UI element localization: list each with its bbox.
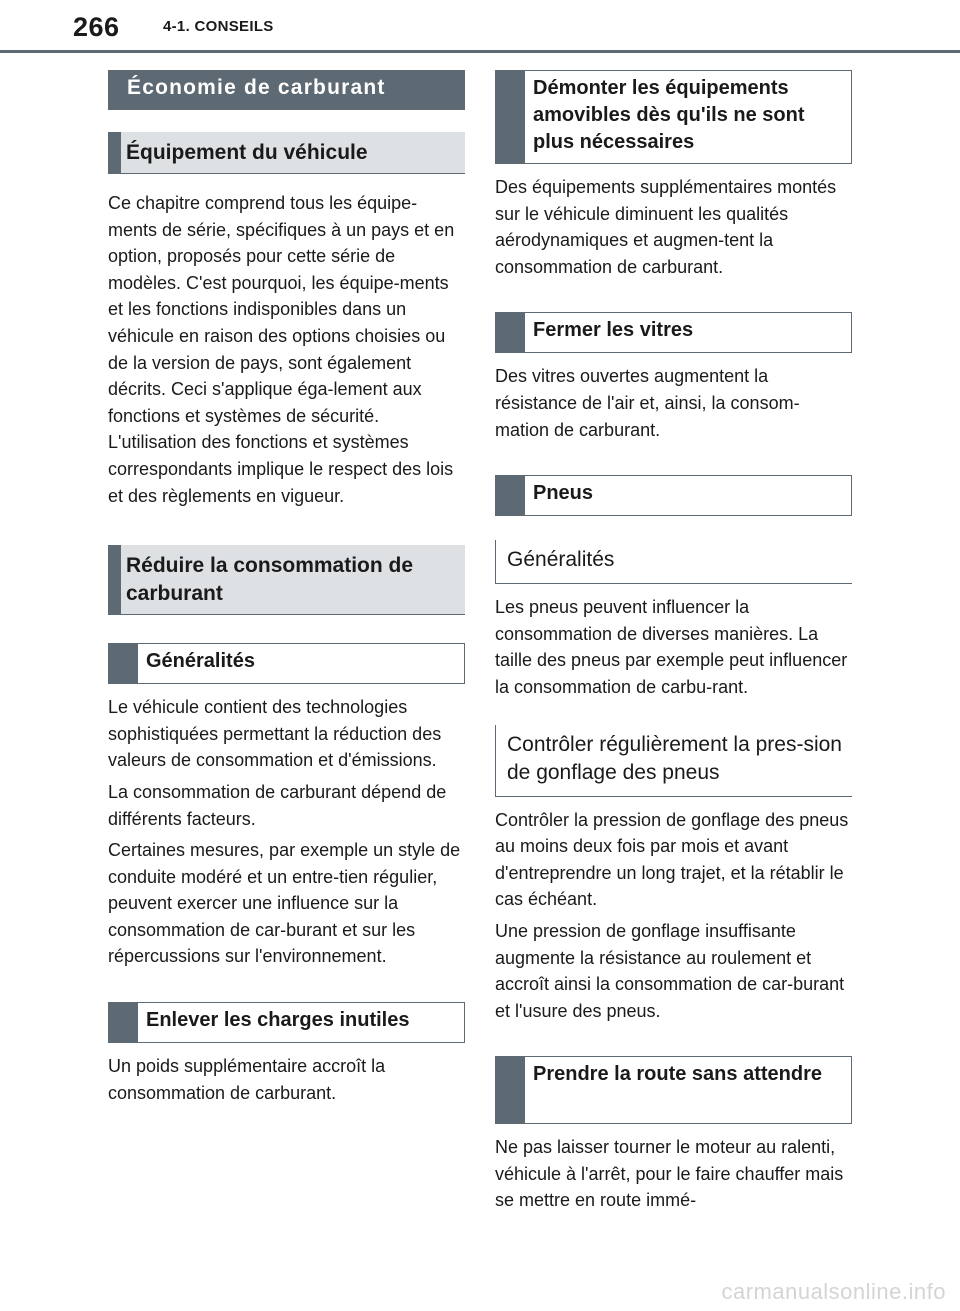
watermark: carmanualsonline.info <box>721 1279 946 1304</box>
subheading-check-pressure: Contrôler régulièrement la pres-sion de gonflage des pneus <box>495 725 852 797</box>
section-label: 4-1. CONSEILS <box>163 18 274 35</box>
page-header <box>0 0 960 56</box>
paragraph-pressure-2: Une pression de gonflage insuffisante augmente la résistance au roulement et accroît ainsi la consommation de car-burant et l'usure des pneus. <box>495 920 845 1021</box>
paragraph-close-windows: Des vitres ouvertes augmentent la résistance de l'air et, ainsi, la consom-mation de carburant. <box>495 366 800 440</box>
heading-remove-equipment: Démonter les équipements amovibles dès qu'ils ne sont plus nécessaires <box>495 70 852 164</box>
heading-general: Généralités <box>108 643 465 684</box>
right-column <box>495 70 852 1214</box>
paragraph-general-2: La consommation de carburant dépend de différents facteurs. <box>108 781 447 829</box>
heading-drive-away: Prendre la route sans attendre <box>495 1056 852 1124</box>
paragraph-tires: Les pneus peuvent influencer la consommation de diverses manières. La taille des pneus par exemple peut influencer la consommation de carbu-rant. <box>495 597 848 697</box>
banner-fuel-economy: Économie de carburant <box>108 70 465 110</box>
subheading-tires-general: Généralités <box>495 540 852 584</box>
paragraph-pressure-1: Contrôler la pression de gonflage des pneus au moins deux fois par mois et avant d'entreprendre un long trajet, et la rétablir le cas échéant. <box>495 809 849 910</box>
heading-vehicle-equipment: Équipement du véhicule <box>108 132 465 174</box>
paragraph-drive-away: Ne pas laisser tourner le moteur au ralenti, véhicule à l'arrêt, pour le faire chauffer mais se mettre en route immé- <box>495 1137 844 1211</box>
left-column <box>108 70 465 1106</box>
header-rule <box>0 50 960 53</box>
page-number: 266 <box>73 12 120 42</box>
heading-remove-loads: Enlever les charges inutiles <box>108 1002 465 1043</box>
heading-tires: Pneus <box>495 475 852 516</box>
paragraph-remove-equipment: Des équipements supplémentaires montés sur le véhicule diminuent les qualités aérodynamiques et augmen-tent la consommation de carburant. <box>495 177 837 277</box>
heading-reduce-consumption: Réduire la consommation de carburant <box>108 545 465 615</box>
paragraph-general-1: Le véhicule contient des technologies sophistiquées permettant la réduction des valeurs de consommation et d'émissions. <box>108 697 442 771</box>
heading-close-windows: Fermer les vitres <box>495 312 852 353</box>
paragraph-remove-loads: Un poids supplémentaire accroît la consommation de carburant. <box>108 1056 386 1103</box>
paragraph-general-3: Certaines mesures, par exemple un style de conduite modéré et un entre-tien régulier, peuvent exercer une influence sur la consommation de car-burant et sur les répercussions sur l'environnement. <box>108 840 461 967</box>
paragraph-vehicle-equipment: Ce chapitre comprend tous les équipe-ments de série, spécifiques à un pays et en option, proposés pour cette série de modèles. C'est pourquoi, les équipe-ments et les fonctions indisponibles dans un véhicule en raison des options choisies ou de la version de pays, sont également décrits. Ceci s'applique éga-lement aux fonctions et systèmes de sécurité. L'utilisation des fonctions et systèmes correspondants implique le respect des lois et des règlements en vigueur. <box>108 193 455 506</box>
